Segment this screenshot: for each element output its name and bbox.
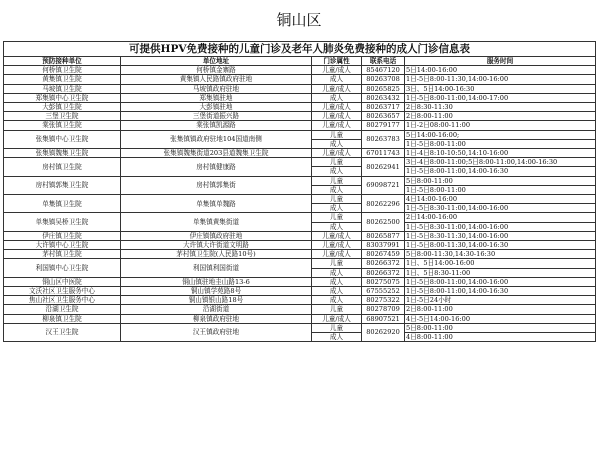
service-time-cell: 1日-5日24小时 bbox=[405, 296, 596, 305]
table-row bbox=[4, 305, 596, 314]
clinic-type-cell: 儿童 bbox=[312, 176, 362, 185]
table-row bbox=[4, 195, 596, 204]
address-cell: 大彭镇驻地 bbox=[121, 103, 312, 112]
clinic-table bbox=[3, 41, 596, 342]
clinic-type-cell: 儿童/成人 bbox=[312, 121, 362, 130]
address-cell: 茅村镇卫生院(人民路10号) bbox=[121, 250, 312, 259]
clinic-type-cell: 儿童/成人 bbox=[312, 314, 362, 323]
unit-cell: 茅村镇卫生院 bbox=[4, 250, 121, 259]
service-time-cell: 5日14:00-16:00 bbox=[405, 66, 596, 75]
table-row bbox=[4, 93, 596, 102]
clinic-type-cell: 成人 bbox=[312, 167, 362, 176]
clinic-type-cell: 成人 bbox=[312, 75, 362, 84]
unit-cell: 张集镇中心卫生院 bbox=[4, 130, 121, 148]
phone-cell: 80263432 bbox=[362, 93, 405, 102]
phone-cell: 80267459 bbox=[362, 250, 405, 259]
service-time-cell: 1日-5日8:00-11:00 bbox=[405, 139, 596, 148]
phone-cell: 80265825 bbox=[362, 84, 405, 93]
service-time-cell: 1日-5日8:00-11:00,14:00-16:30 bbox=[405, 287, 596, 296]
clinic-type-cell: 儿童/成人 bbox=[312, 66, 362, 75]
table-row bbox=[4, 287, 596, 296]
clinic-type-cell: 儿童 bbox=[312, 305, 362, 314]
table-row bbox=[4, 158, 596, 167]
region-heading: 铜山区 bbox=[276, 11, 322, 29]
table-header-row bbox=[4, 57, 596, 66]
service-time-cell: 2日8:30-11:30 bbox=[405, 103, 596, 112]
table-row bbox=[4, 66, 596, 75]
unit-cell: 黄集镇卫生院 bbox=[4, 75, 121, 84]
table-row bbox=[4, 277, 596, 286]
unit-cell: 汉王卫生院 bbox=[4, 323, 121, 341]
unit-cell: 大彭镇卫生院 bbox=[4, 103, 121, 112]
table-row bbox=[4, 121, 596, 130]
unit-cell: 大许镇中心卫生院 bbox=[4, 241, 121, 250]
table-row bbox=[4, 241, 596, 250]
unit-cell: 单集镇吴桥卫生院 bbox=[4, 213, 121, 231]
unit-cell: 郑集镇中心卫生院 bbox=[4, 93, 121, 102]
clinic-type-cell: 儿童 bbox=[312, 259, 362, 268]
clinic-type-cell: 儿童 bbox=[312, 130, 362, 139]
table-row bbox=[4, 103, 596, 112]
unit-cell: 何桥镇卫生院 bbox=[4, 66, 121, 75]
address-cell: 铜山镇学苑路8号 bbox=[121, 287, 312, 296]
service-time-cell: 1日-5日8:00-11:30,14:00-16:00 bbox=[405, 75, 596, 84]
phone-cell: 80265877 bbox=[362, 231, 405, 240]
phone-cell: 80278709 bbox=[362, 305, 405, 314]
service-time-cell: 5日8:00-11:00 bbox=[405, 323, 596, 332]
unit-cell: 棠张镇卫生院 bbox=[4, 121, 121, 130]
phone-cell: 83037991 bbox=[362, 241, 405, 250]
service-time-cell: 4日-5日14:00-16:00 bbox=[405, 314, 596, 323]
unit-cell: 沿湖卫生院 bbox=[4, 305, 121, 314]
phone-cell: 80262941 bbox=[362, 158, 405, 176]
clinic-type-cell: 儿童 bbox=[312, 195, 362, 204]
service-time-cell: 5日8:00-11:00 bbox=[405, 176, 596, 185]
phone-cell: 80266372 bbox=[362, 268, 405, 277]
clinic-type-cell: 成人 bbox=[312, 93, 362, 102]
address-cell: 伊庄镇镇政府驻地 bbox=[121, 231, 312, 240]
clinic-type-cell: 成人 bbox=[312, 296, 362, 305]
unit-cell: 张集镇魏集卫生院 bbox=[4, 149, 121, 158]
clinic-type-cell: 儿童 bbox=[312, 213, 362, 222]
clinic-type-cell: 儿童 bbox=[312, 323, 362, 332]
phone-cell: 80263657 bbox=[362, 112, 405, 121]
clinic-type-cell: 成人 bbox=[312, 333, 362, 342]
address-cell: 单集镇单魏路 bbox=[121, 195, 312, 213]
unit-cell: 文沃社区卫生服务中心 bbox=[4, 287, 121, 296]
address-cell: 房村镇健康路 bbox=[121, 158, 312, 176]
service-time-cell: 1日-5日8:30-11:30,14:00-16:00 bbox=[405, 231, 596, 240]
service-time-cell: 5日8:00-11:30,14:30-16:30 bbox=[405, 250, 596, 259]
service-time-cell: 2日8:00-11:00 bbox=[405, 305, 596, 314]
service-time-cell: 1日-5日8:00-11:00,14:00-17:00 bbox=[405, 93, 596, 102]
clinic-type-cell: 成人 bbox=[312, 204, 362, 213]
phone-cell: 80279177 bbox=[362, 121, 405, 130]
header-unit: 预防接种单位 bbox=[4, 57, 121, 66]
header-phone: 联系电话 bbox=[362, 57, 405, 66]
phone-cell: 80263717 bbox=[362, 103, 405, 112]
service-time-cell: 1日、5日8:30-11:00 bbox=[405, 268, 596, 277]
phone-cell: 80262500 bbox=[362, 213, 405, 231]
phone-cell: 67011743 bbox=[362, 149, 405, 158]
header-service-time: 服务时间 bbox=[405, 57, 596, 66]
service-time-cell: 1日-5日8:00-11:00,14:00-16:30 bbox=[405, 167, 596, 176]
clinic-type-cell: 成人 bbox=[312, 277, 362, 286]
table-row bbox=[4, 149, 596, 158]
address-cell: 郑集镇驻地 bbox=[121, 93, 312, 102]
address-cell: 沿湖街道 bbox=[121, 305, 312, 314]
address-cell: 张集镇魏集街道203县道魏集卫生院 bbox=[121, 149, 312, 158]
service-time-cell: 2日14:00-16:00 bbox=[405, 213, 596, 222]
phone-cell: 80263783 bbox=[362, 130, 405, 148]
header-clinic-type: 门诊属性 bbox=[312, 57, 362, 66]
address-cell: 铜山镇驻地圭山路13-6 bbox=[121, 277, 312, 286]
clinic-type-cell: 儿童 bbox=[312, 158, 362, 167]
address-cell: 单集镇黄集街道 bbox=[121, 213, 312, 231]
table-row bbox=[4, 314, 596, 323]
phone-cell: 80275075 bbox=[362, 277, 405, 286]
unit-cell: 铜山区中医院 bbox=[4, 277, 121, 286]
address-cell: 棠张镇凯源路 bbox=[121, 121, 312, 130]
service-time-cell: 1日-2日08:00-11:00 bbox=[405, 121, 596, 130]
phone-cell: 67555252 bbox=[362, 287, 405, 296]
service-time-cell: 1日-5日8:30-11:00,14:00-16:00 bbox=[405, 204, 596, 213]
phone-cell: 80262920 bbox=[362, 323, 405, 341]
address-cell: 利国镇利国街道 bbox=[121, 259, 312, 277]
clinic-type-cell: 儿童/成人 bbox=[312, 231, 362, 240]
service-time-cell: 5日14:00-16:00; bbox=[405, 130, 596, 139]
unit-cell: 房村镇卫生院 bbox=[4, 158, 121, 176]
address-cell: 张集镇镇政府驻地104国道南侧 bbox=[121, 130, 312, 148]
phone-cell: 80266372 bbox=[362, 259, 405, 268]
clinic-type-cell: 儿童/成人 bbox=[312, 241, 362, 250]
header-address: 单位地址 bbox=[121, 57, 312, 66]
service-time-cell: 3日-4日8:00-11:00;5日8:00-11:00,14:00-16:30 bbox=[405, 158, 596, 167]
address-cell: 黄集镇人民路镇政府驻地 bbox=[121, 75, 312, 84]
address-cell: 柳泉镇政府驻地 bbox=[121, 314, 312, 323]
table-title-row bbox=[4, 42, 596, 57]
address-cell: 何桥镇金寨路 bbox=[121, 66, 312, 75]
address-cell: 大许镇大许街道文明路 bbox=[121, 241, 312, 250]
table-row bbox=[4, 130, 596, 139]
clinic-type-cell: 成人 bbox=[312, 185, 362, 194]
phone-cell: 85467120 bbox=[362, 66, 405, 75]
table-row bbox=[4, 176, 596, 185]
table-row bbox=[4, 250, 596, 259]
table-row bbox=[4, 112, 596, 121]
clinic-type-cell: 儿童/成人 bbox=[312, 149, 362, 158]
address-cell: 房村镇郭集街 bbox=[121, 176, 312, 194]
unit-cell: 利国镇中心卫生院 bbox=[4, 259, 121, 277]
table-row bbox=[4, 323, 596, 332]
table-row bbox=[4, 213, 596, 222]
address-cell: 铜山镇银山路18号 bbox=[121, 296, 312, 305]
clinic-type-cell: 成人 bbox=[312, 139, 362, 148]
service-time-cell: 2日8:00-11:00 bbox=[405, 112, 596, 121]
table-title: 可提供HPV免费接种的儿童门诊及老年人肺炎免费接种的成人门诊信息表 bbox=[4, 42, 596, 57]
service-time-cell: 4日8:00-11:00 bbox=[405, 333, 596, 342]
table-row bbox=[4, 75, 596, 84]
unit-cell: 三堡卫生院 bbox=[4, 112, 121, 121]
service-time-cell: 1日-5日8:30-11:00,14:00-16:00 bbox=[405, 222, 596, 231]
clinic-type-cell: 儿童/成人 bbox=[312, 103, 362, 112]
table-row bbox=[4, 296, 596, 305]
table-row bbox=[4, 84, 596, 93]
clinic-type-cell: 成人 bbox=[312, 268, 362, 277]
service-time-cell: 1日-5日8:00-11:00 bbox=[405, 185, 596, 194]
clinic-type-cell: 成人 bbox=[312, 287, 362, 296]
service-time-cell: 1日-4日8:10-10:50,14:10-16:00 bbox=[405, 149, 596, 158]
service-time-cell: 4日14:00-16:00 bbox=[405, 195, 596, 204]
table-row bbox=[4, 259, 596, 268]
address-cell: 马坡镇政府驻地 bbox=[121, 84, 312, 93]
clinic-type-cell: 成人 bbox=[312, 222, 362, 231]
unit-cell: 焦山社区卫生服务中心 bbox=[4, 296, 121, 305]
unit-cell: 马坡镇卫生院 bbox=[4, 84, 121, 93]
unit-cell: 单集镇卫生院 bbox=[4, 195, 121, 213]
service-time-cell: 1日-5日8:00-11:00,14:00-16:00 bbox=[405, 277, 596, 286]
phone-cell: 68907521 bbox=[362, 314, 405, 323]
phone-cell: 80262296 bbox=[362, 195, 405, 213]
clinic-type-cell: 儿童/成人 bbox=[312, 84, 362, 93]
unit-cell: 伊庄镇卫生院 bbox=[4, 231, 121, 240]
clinic-type-cell: 儿童/成人 bbox=[312, 112, 362, 121]
phone-cell: 80263708 bbox=[362, 75, 405, 84]
unit-cell: 柳泉镇卫生院 bbox=[4, 314, 121, 323]
unit-cell: 房村镇郭集卫生院 bbox=[4, 176, 121, 194]
service-time-cell: 1日-5日8:00-11:30,14:00-16:30 bbox=[405, 241, 596, 250]
address-cell: 汉王镇政府驻地 bbox=[121, 323, 312, 341]
phone-cell: 69098721 bbox=[362, 176, 405, 194]
phone-cell: 80275322 bbox=[362, 296, 405, 305]
address-cell: 三堡街道振兴路 bbox=[121, 112, 312, 121]
service-time-cell: 3日、5日14:00-16:30 bbox=[405, 84, 596, 93]
service-time-cell: 1日、5日14:00-16:00 bbox=[405, 259, 596, 268]
clinic-type-cell: 儿童/成人 bbox=[312, 250, 362, 259]
table-row bbox=[4, 231, 596, 240]
